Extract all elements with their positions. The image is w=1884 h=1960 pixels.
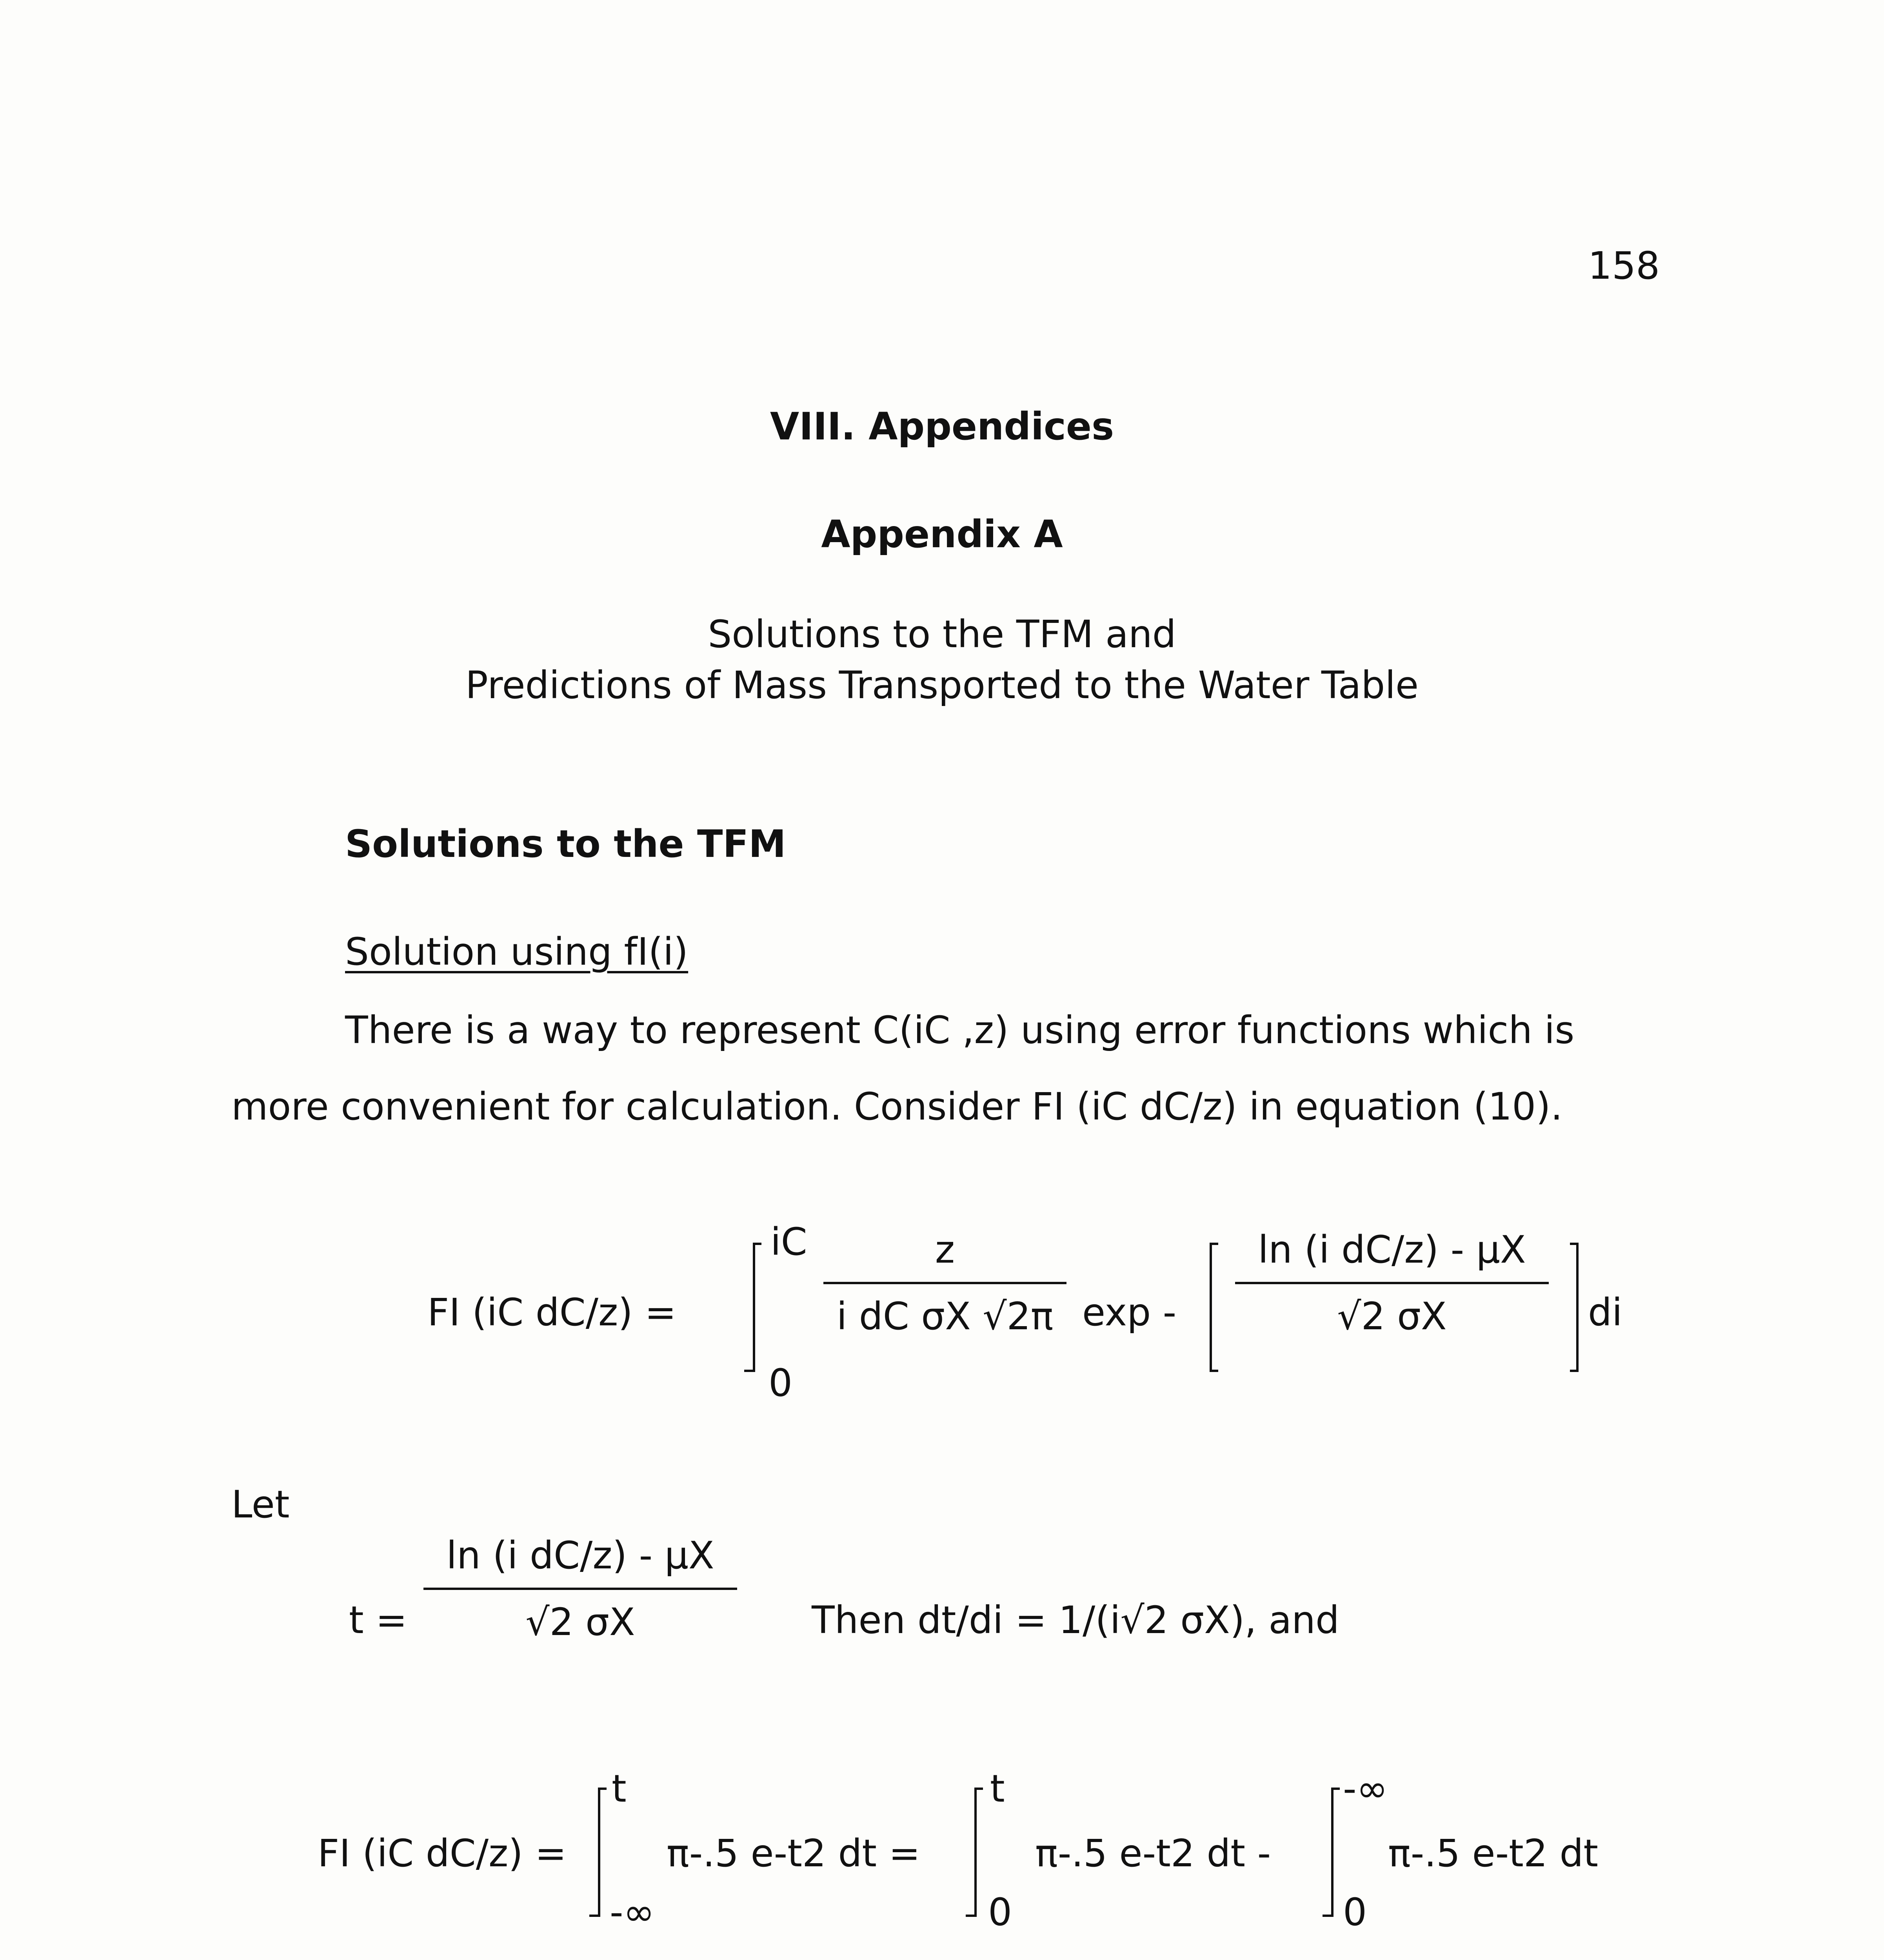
eq2-int1-upper: t xyxy=(612,1767,627,1811)
eq1-frac1-denominator: i dC σX √2π xyxy=(836,1294,1054,1338)
eq1-left-bracket xyxy=(1210,1243,1212,1372)
page-number: 158 xyxy=(1588,244,1660,288)
eq1-exp-label: exp - xyxy=(1082,1290,1177,1334)
paragraph-line1: There is a way to represent C(iC ,z) using error functions which is xyxy=(345,1008,1575,1052)
eq1-frac2-numerator: ln (i dC/z) - μX xyxy=(1258,1228,1526,1272)
eq2-integral-2 xyxy=(974,1788,977,1917)
subsection-heading: Solution using fI(i) xyxy=(345,930,689,974)
section-heading: Solutions to the TFM xyxy=(345,822,786,866)
eq1-lower-limit: 0 xyxy=(768,1361,793,1405)
eq2-integrand-2: π-.5 e-t2 dt - xyxy=(1035,1831,1271,1875)
paragraph-line2: more convenient for calculation. Consider FI (iC dC/z) in equation (10). xyxy=(231,1085,1563,1129)
eq1-integral-sign xyxy=(753,1243,755,1372)
eq1-tail: di xyxy=(1588,1290,1622,1334)
eq1-frac1-numerator: z xyxy=(935,1228,955,1272)
let-label: Let xyxy=(231,1483,290,1526)
t-def-fraction xyxy=(423,1534,737,1644)
subtitle-line2: Predictions of Mass Transported to the Water Table xyxy=(465,663,1419,707)
t-def-denominator: √2 σX xyxy=(525,1600,635,1644)
eq2-int3-upper: -∞ xyxy=(1343,1767,1388,1811)
eq1-right-bracket xyxy=(1576,1243,1579,1372)
chapter-heading: VIII. Appendices xyxy=(770,405,1114,448)
eq2-integral-1 xyxy=(598,1788,600,1917)
eq2-int3-lower: 0 xyxy=(1343,1890,1367,1934)
eq2-int2-lower: 0 xyxy=(988,1890,1012,1934)
eq2-int1-lower: -∞ xyxy=(610,1890,655,1934)
eq1-fraction-1 xyxy=(823,1228,1066,1338)
eq1-lhs: FI (iC dC/z) = xyxy=(427,1290,676,1334)
eq2-lhs: FI (iC dC/z) = xyxy=(318,1831,567,1875)
eq2-integral-3 xyxy=(1331,1788,1334,1917)
subtitle-line1: Solutions to the TFM and xyxy=(708,612,1176,656)
t-def-lhs: t = xyxy=(349,1598,407,1642)
eq2-integrand-3: π-.5 e-t2 dt xyxy=(1388,1831,1599,1875)
t-def-then: Then dt/di = 1/(i√2 σX), and xyxy=(812,1598,1339,1642)
eq1-fraction-2 xyxy=(1235,1228,1549,1338)
eq2-integrand-1: π-.5 e-t2 dt = xyxy=(667,1831,921,1875)
eq1-upper-limit: iC xyxy=(770,1220,807,1264)
appendix-title: Appendix A xyxy=(821,512,1063,556)
t-def-numerator: ln (i dC/z) - μX xyxy=(446,1534,714,1577)
eq1-frac2-denominator: √2 σX xyxy=(1337,1294,1447,1338)
eq2-int2-upper: t xyxy=(990,1767,1005,1811)
